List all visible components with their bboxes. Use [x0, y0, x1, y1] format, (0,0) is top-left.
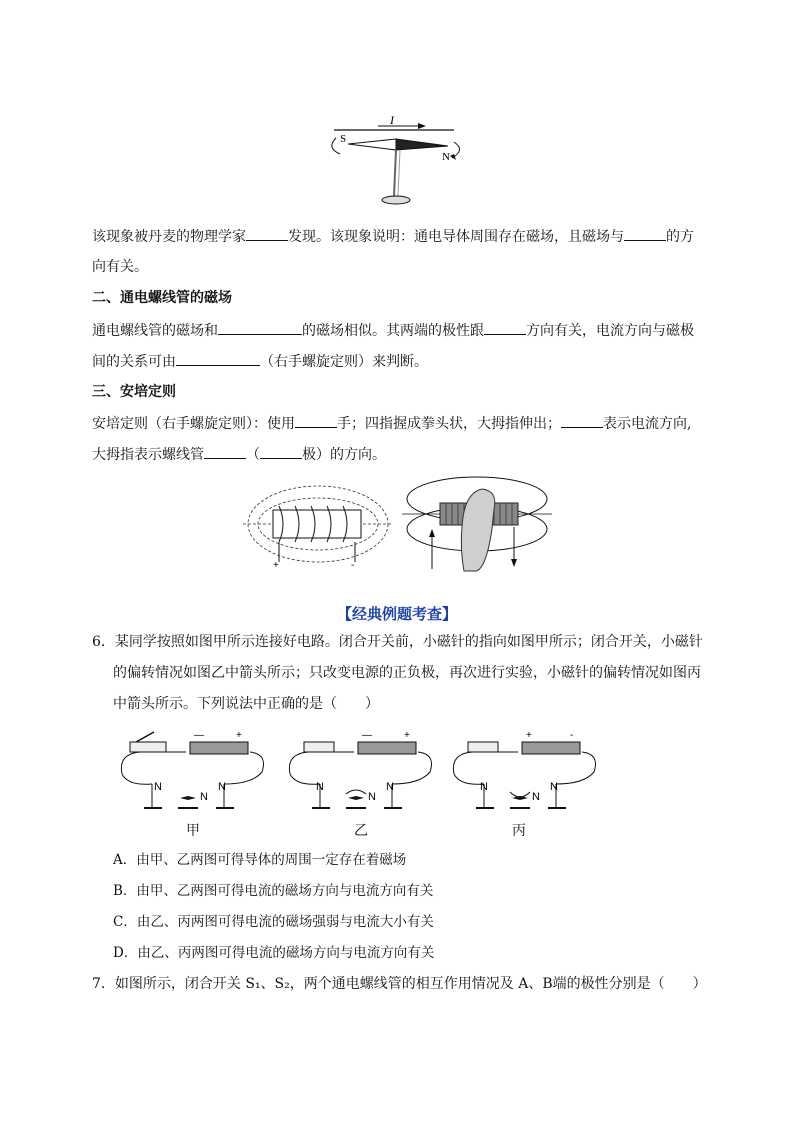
n-pole-label: N — [200, 791, 208, 803]
circuit-figure-yi — [280, 722, 440, 814]
text-p2c: 方向有关，电流方向与磁极 — [526, 323, 694, 339]
n-pole-label: N — [532, 791, 540, 803]
heading-ampere: 三、安培定则 — [92, 384, 176, 400]
option-a[interactable]: A．由甲、乙两图可得导体的周围一定存在着磁场 — [113, 852, 407, 868]
text-p2a: 通电螺线管的磁场和 — [92, 323, 218, 339]
circuit-figure-bing — [444, 722, 604, 814]
plus-label: + — [273, 560, 279, 570]
paragraph-ampere-cont — [92, 444, 386, 465]
minus-dash-label: — — [362, 730, 372, 741]
paragraph-ampere — [92, 413, 691, 434]
paragraph-oersted — [92, 226, 694, 247]
blank — [484, 320, 526, 335]
text-p1d: 向有关。 — [92, 259, 148, 275]
section-title: 【经典例题考查】 — [336, 605, 457, 623]
circuit-figure-jia — [112, 722, 272, 814]
n-pole-label: N — [316, 781, 324, 793]
n-pole-label: N — [218, 781, 226, 793]
paragraph-solenoid — [92, 320, 694, 341]
n-pole-label: N — [386, 781, 394, 793]
south-label: S — [340, 133, 347, 145]
text-p3e: （ — [246, 447, 260, 463]
option-c[interactable]: C．由乙、丙两图可得电流的磁场强弱与电流大小有关 — [113, 914, 434, 930]
blank — [295, 413, 337, 428]
n-pole-label: N — [154, 781, 162, 793]
n-pole-label: N — [368, 791, 376, 803]
blank — [561, 413, 603, 428]
plus-label: + — [404, 730, 410, 741]
plus-label: + — [236, 730, 242, 741]
heading-solenoid: 二、通电螺线管的磁场 — [92, 290, 232, 306]
text-p1c: 的方 — [666, 229, 694, 245]
q6-line3: 中箭头所示。下列说法中正确的是（ ） — [113, 696, 379, 712]
text-p3c: 表示电流方向, — [603, 416, 692, 432]
blank — [176, 351, 260, 366]
q6-line1: 6．某同学按照如图甲所示连接好电路。闭合开关前，小磁针的指向如图甲所示；闭合开关，小磁针 — [92, 634, 703, 650]
minus-label: - — [570, 730, 574, 741]
paragraph-solenoid-cont — [92, 351, 428, 372]
blank — [624, 226, 666, 241]
q7-line1: 7．如图所示，闭合开关 S₁、S₂，两个通电螺线管的相互作用情况及 A、B端的极性分别是（ ） — [92, 976, 707, 992]
blank — [218, 320, 302, 335]
text-p2d: 间的关系可由 — [92, 354, 176, 370]
n-pole-label: N — [550, 781, 558, 793]
solenoid-field-figure — [243, 482, 393, 570]
option-d[interactable]: D．由乙、丙两图可得电流的磁场方向与电流方向有关 — [113, 945, 435, 961]
text-p3b: 手；四指握成拳头状，大拇指伸出； — [337, 416, 561, 432]
text-p2b: 的磁场相似。其两端的极性跟 — [302, 323, 484, 339]
right-hand-rule-figure — [402, 469, 552, 573]
north-label: N — [442, 151, 450, 163]
paragraph-oersted-cont — [92, 257, 148, 277]
plus-label: + — [526, 730, 532, 741]
current-label: I — [390, 113, 394, 127]
blank — [246, 226, 288, 241]
text-p1a: 该现象被丹麦的物理学家 — [92, 229, 246, 245]
blank — [260, 444, 302, 459]
text-p3a: 安培定则（右手螺旋定则）：使用 — [92, 416, 295, 432]
minus-dash-label: — — [194, 730, 204, 741]
q6-line2: 的偏转情况如图乙中箭头所示；只改变电源的正负极，再次进行实验，小磁针的偏转情况如图丙 — [113, 665, 701, 681]
option-b[interactable]: B．由甲、乙两图可得电流的磁场方向与电流方向有关 — [113, 883, 434, 899]
caption-bing: 丙 — [512, 823, 526, 839]
text-p3f: 极）的方向。 — [302, 447, 386, 463]
caption-yi: 乙 — [354, 823, 368, 839]
text-p2e: （右手螺旋定则）来判断。 — [260, 354, 428, 370]
caption-jia: 甲 — [186, 823, 200, 839]
text-p1b: 发现。该现象说明：通电导体周围存在磁场，且磁场与 — [288, 229, 624, 245]
text-p3d: 大拇指表示螺线管 — [92, 447, 204, 463]
minus-label: - — [351, 560, 355, 570]
n-pole-label: N — [480, 781, 488, 793]
blank — [204, 444, 246, 459]
oersted-figure — [318, 112, 468, 210]
